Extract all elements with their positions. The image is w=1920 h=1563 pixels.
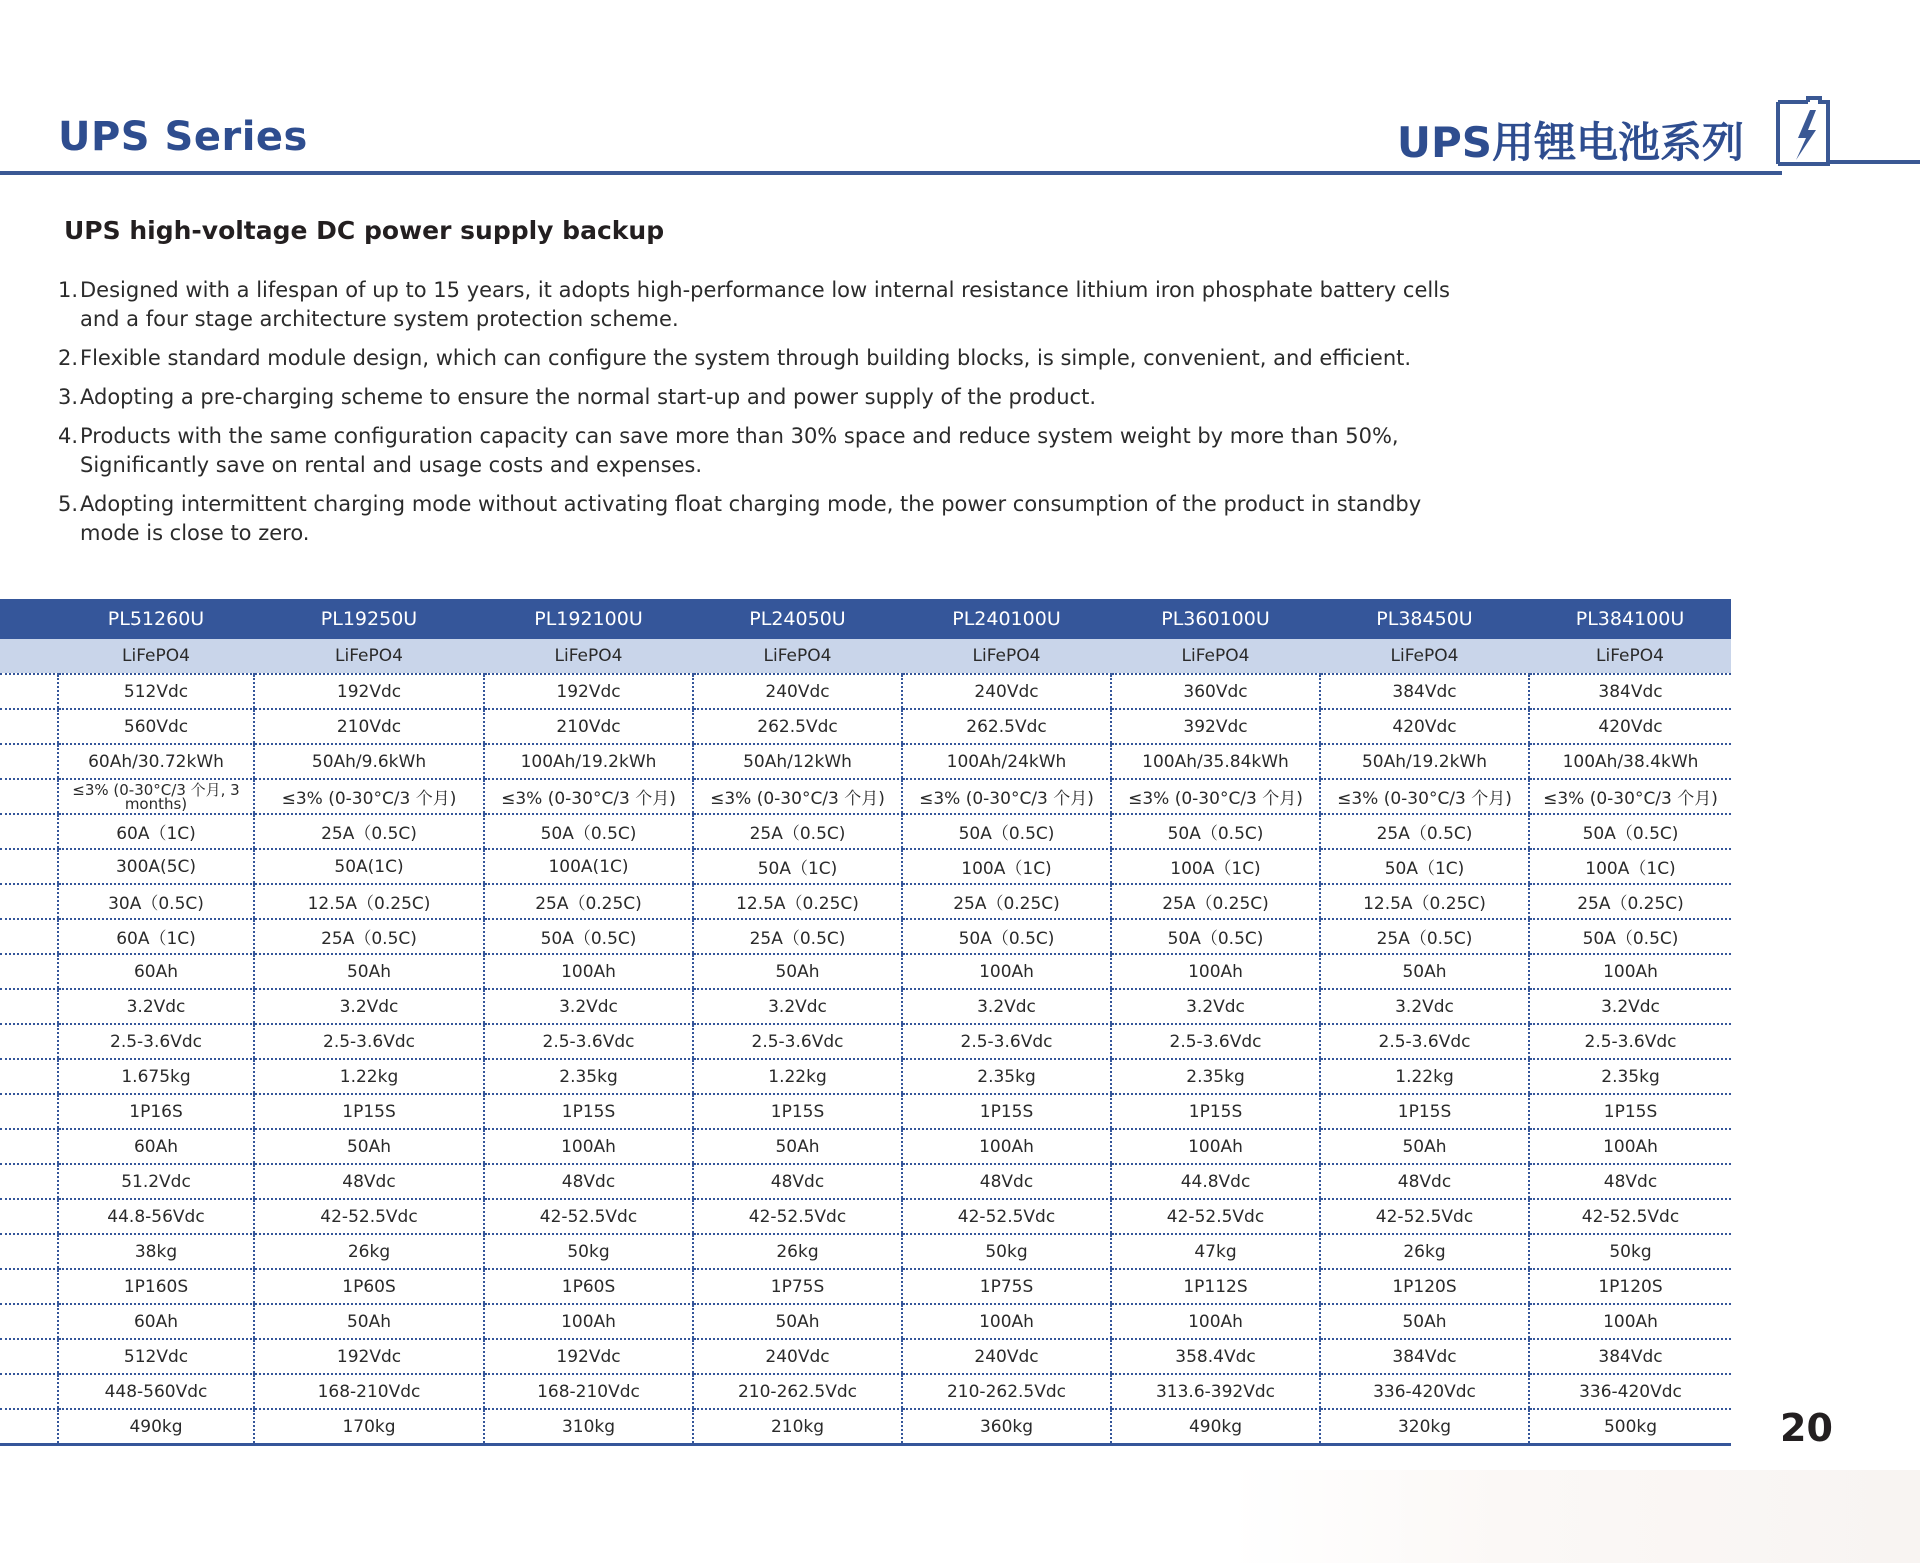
table-cell: 100Ah	[1111, 954, 1320, 989]
table-row	[0, 1234, 1731, 1269]
table-cell: 42-52.5Vdc	[1111, 1199, 1320, 1234]
row-label-cell	[0, 1304, 58, 1339]
page-title-en: UPS Series	[58, 114, 308, 160]
table-cell: 1P15S	[693, 1094, 902, 1129]
table-cell: 3.2Vdc	[58, 989, 254, 1024]
table-cell: 50A（0.5C)	[1111, 919, 1320, 954]
table-cell: 192Vdc	[254, 1339, 484, 1374]
table-cell: 25A（0.25C)	[902, 884, 1111, 919]
table-cell: 50A（0.5C)	[484, 919, 693, 954]
spec-table	[0, 599, 1731, 1446]
table-cell: 42-52.5Vdc	[484, 1199, 693, 1234]
table-cell: ≤3% (0-30°C/3 个月)	[484, 779, 693, 814]
table-cell: ≤3% (0-30°C/3 个月)	[902, 779, 1111, 814]
table-cell: 1P60S	[254, 1269, 484, 1304]
table-cell: 25A（0.5C)	[1320, 814, 1529, 849]
table-cell: 100Ah	[484, 1304, 693, 1339]
feature-item: 5.Adopting intermittent charging mode without activating float charging mode, the power consumption of the product in standby mode is close to zero.	[58, 492, 1422, 545]
table-cell: 50Ah	[1320, 1304, 1529, 1339]
table-cell: 47kg	[1111, 1234, 1320, 1269]
table-cell: LiFePO4	[1529, 639, 1731, 674]
table-cell: 25A（0.5C)	[693, 919, 902, 954]
model-name-cell: PL51260U	[58, 599, 254, 639]
table-cell: 50Ah	[254, 1304, 484, 1339]
table-cell: 1P15S	[484, 1094, 693, 1129]
table-cell: 262.5Vdc	[693, 709, 902, 744]
table-row	[0, 779, 1731, 814]
table-cell: 100Ah	[902, 1304, 1111, 1339]
table-cell: 30A（0.5C)	[58, 884, 254, 919]
row-label-cell	[0, 1164, 58, 1199]
table-cell: 2.5-3.6Vdc	[693, 1024, 902, 1059]
table-cell: 2.5-3.6Vdc	[1529, 1024, 1731, 1059]
model-name-cell: PL192100U	[484, 599, 693, 639]
table-cell: 38kg	[58, 1234, 254, 1269]
table-cell: 262.5Vdc	[902, 709, 1111, 744]
table-cell: 3.2Vdc	[693, 989, 902, 1024]
table-cell: 25A（0.5C)	[693, 814, 902, 849]
row-label-cell	[0, 639, 58, 674]
table-row	[0, 919, 1731, 954]
table-row	[0, 709, 1731, 744]
table-cell: 336-420Vdc	[1529, 1374, 1731, 1409]
row-label-cell	[0, 1234, 58, 1269]
row-label-cell	[0, 1094, 58, 1129]
section-subtitle: UPS high-voltage DC power supply backup	[64, 216, 665, 245]
feature-item: 3.Adopting a pre-charging scheme to ensure the normal start-up and power supply of the product.	[58, 385, 1096, 409]
row-label-cell	[0, 779, 58, 814]
table-cell: 50Ah	[254, 1129, 484, 1164]
table-cell: 100Ah	[902, 954, 1111, 989]
table-cell: 100Ah	[1111, 1304, 1320, 1339]
table-cell: 42-52.5Vdc	[1320, 1199, 1529, 1234]
table-cell: 25A（0.5C)	[1320, 919, 1529, 954]
table-cell: 48Vdc	[1320, 1164, 1529, 1199]
table-cell: 100Ah/24kWh	[902, 744, 1111, 779]
table-cell: 60A（1C)	[58, 814, 254, 849]
table-cell: 100Ah	[1111, 1129, 1320, 1164]
table-cell: 2.5-3.6Vdc	[902, 1024, 1111, 1059]
table-cell: 1P120S	[1529, 1269, 1731, 1304]
table-cell: 100Ah/35.84kWh	[1111, 744, 1320, 779]
table-cell: 192Vdc	[484, 1339, 693, 1374]
table-cell: 50A（0.5C)	[1529, 814, 1731, 849]
battery-bolt-icon	[1770, 94, 1920, 176]
table-cell: 2.5-3.6Vdc	[484, 1024, 693, 1059]
table-cell: 512Vdc	[58, 674, 254, 709]
table-cell: 25A（0.5C)	[254, 919, 484, 954]
table-cell: 1P60S	[484, 1269, 693, 1304]
table-cell: 3.2Vdc	[1111, 989, 1320, 1024]
table-cell: 50A（0.5C)	[902, 919, 1111, 954]
row-label-cell	[0, 954, 58, 989]
model-name-cell: PL384100U	[1529, 599, 1731, 639]
table-cell: 310kg	[484, 1409, 693, 1445]
table-cell: 3.2Vdc	[484, 989, 693, 1024]
table-cell: 42-52.5Vdc	[902, 1199, 1111, 1234]
table-cell: ≤3% (0-30°C/3 个月)	[1111, 779, 1320, 814]
table-row	[0, 1164, 1731, 1199]
table-cell: 12.5A（0.25C)	[1320, 884, 1529, 919]
table-row	[0, 1059, 1731, 1094]
table-cell: 100Ah/38.4kWh	[1529, 744, 1731, 779]
table-cell: LiFePO4	[1320, 639, 1529, 674]
table-cell: 50kg	[1529, 1234, 1731, 1269]
table-cell: 50Ah	[693, 1304, 902, 1339]
table-cell: 26kg	[254, 1234, 484, 1269]
table-row	[0, 1094, 1731, 1129]
table-cell: 210-262.5Vdc	[693, 1374, 902, 1409]
row-label-cell	[0, 1374, 58, 1409]
table-cell: 50A（0.5C)	[1529, 919, 1731, 954]
table-cell: 50Ah/9.6kWh	[254, 744, 484, 779]
table-row	[0, 814, 1731, 849]
table-cell: 490kg	[58, 1409, 254, 1445]
table-cell: 51.2Vdc	[58, 1164, 254, 1199]
table-cell: 360Vdc	[1111, 674, 1320, 709]
table-cell: 1.22kg	[254, 1059, 484, 1094]
table-cell: 100Ah	[902, 1129, 1111, 1164]
table-cell: ≤3% (0-30°C/3 个月)	[1320, 779, 1529, 814]
table-cell: 50Ah	[1320, 1129, 1529, 1164]
table-cell: 336-420Vdc	[1320, 1374, 1529, 1409]
table-cell: 3.2Vdc	[1529, 989, 1731, 1024]
table-cell: 1P15S	[1320, 1094, 1529, 1129]
table-cell: 1P75S	[693, 1269, 902, 1304]
table-cell: LiFePO4	[1111, 639, 1320, 674]
table-row	[0, 1339, 1731, 1374]
model-name-cell: PL38450U	[1320, 599, 1529, 639]
model-name-cell: PL24050U	[693, 599, 902, 639]
table-cell: 490kg	[1111, 1409, 1320, 1445]
table-cell: 168-210Vdc	[484, 1374, 693, 1409]
table-cell: 384Vdc	[1320, 1339, 1529, 1374]
chemistry-row	[0, 639, 1731, 674]
table-cell: 50Ah	[693, 954, 902, 989]
table-cell: 1P160S	[58, 1269, 254, 1304]
table-cell: 100A（1C)	[902, 849, 1111, 884]
table-cell: 60Ah	[58, 954, 254, 989]
table-cell: 100Ah	[484, 1129, 693, 1164]
table-cell: 50A（1C)	[693, 849, 902, 884]
row-label-cell	[0, 989, 58, 1024]
table-cell: 300A(5C)	[58, 849, 254, 884]
table-cell: 48Vdc	[254, 1164, 484, 1199]
table-row	[0, 1304, 1731, 1339]
model-header-row	[0, 599, 1731, 639]
table-cell: LiFePO4	[693, 639, 902, 674]
table-cell: LiFePO4	[902, 639, 1111, 674]
table-cell: 25A（0.5C)	[254, 814, 484, 849]
table-cell: 1.675kg	[58, 1059, 254, 1094]
table-row	[0, 1409, 1731, 1445]
table-cell: 44.8-56Vdc	[58, 1199, 254, 1234]
table-row	[0, 744, 1731, 779]
table-cell: 12.5A（0.25C)	[254, 884, 484, 919]
table-cell: 25A（0.25C)	[1529, 884, 1731, 919]
table-cell: 192Vdc	[254, 674, 484, 709]
table-cell: 60Ah	[58, 1304, 254, 1339]
model-name-cell: PL240100U	[902, 599, 1111, 639]
table-cell: 384Vdc	[1529, 674, 1731, 709]
table-cell: 60Ah	[58, 1129, 254, 1164]
row-label-cell	[0, 1129, 58, 1164]
table-cell: 1P112S	[1111, 1269, 1320, 1304]
row-label-cell	[0, 1409, 58, 1445]
table-cell: 50A（0.5C)	[1111, 814, 1320, 849]
corner-shade	[1230, 1470, 1920, 1563]
table-cell: 100Ah	[1529, 954, 1731, 989]
feature-item: 2.Flexible standard module design, which can configure the system through building blocks, is simple, convenient, and efficient.	[58, 346, 1412, 370]
table-cell: 50A（0.5C)	[484, 814, 693, 849]
row-label-cell	[0, 884, 58, 919]
table-cell: 1P15S	[254, 1094, 484, 1129]
row-label-cell	[0, 1339, 58, 1374]
row-label-cell	[0, 919, 58, 954]
table-cell: 210kg	[693, 1409, 902, 1445]
row-label-cell	[0, 1269, 58, 1304]
table-cell: 1.22kg	[693, 1059, 902, 1094]
table-cell: 100A（1C)	[1111, 849, 1320, 884]
table-cell: 12.5A（0.25C)	[693, 884, 902, 919]
model-name-cell: PL360100U	[1111, 599, 1320, 639]
table-cell: 2.5-3.6Vdc	[1111, 1024, 1320, 1059]
table-cell: 360kg	[902, 1409, 1111, 1445]
table-cell: 1P75S	[902, 1269, 1111, 1304]
table-cell: 384Vdc	[1529, 1339, 1731, 1374]
table-cell: 168-210Vdc	[254, 1374, 484, 1409]
table-cell: 3.2Vdc	[902, 989, 1111, 1024]
table-cell: 3.2Vdc	[254, 989, 484, 1024]
table-cell: 1.22kg	[1320, 1059, 1529, 1094]
table-cell: 100Ah/19.2kWh	[484, 744, 693, 779]
row-label-cell	[0, 709, 58, 744]
table-cell: 420Vdc	[1320, 709, 1529, 744]
table-cell: 210-262.5Vdc	[902, 1374, 1111, 1409]
table-cell: 2.5-3.6Vdc	[1320, 1024, 1529, 1059]
table-cell: 50A(1C)	[254, 849, 484, 884]
table-cell: 50Ah/12kWh	[693, 744, 902, 779]
table-cell: 210Vdc	[254, 709, 484, 744]
table-cell: ≤3% (0-30°C/3 个月, 3 months)	[58, 779, 254, 814]
table-cell: 50A（0.5C)	[902, 814, 1111, 849]
table-cell: 100A(1C)	[484, 849, 693, 884]
table-cell: 60Ah/30.72kWh	[58, 744, 254, 779]
table-cell: 448-560Vdc	[58, 1374, 254, 1409]
table-cell: 26kg	[1320, 1234, 1529, 1269]
table-cell: 210Vdc	[484, 709, 693, 744]
page-title-cn: UPS用锂电池系列	[1396, 118, 1744, 167]
table-cell: 2.35kg	[902, 1059, 1111, 1094]
row-label-cell	[0, 1024, 58, 1059]
table-row	[0, 989, 1731, 1024]
table-cell: 560Vdc	[58, 709, 254, 744]
table-cell: 240Vdc	[902, 1339, 1111, 1374]
table-cell: 100Ah	[1529, 1129, 1731, 1164]
feature-item: 4.Products with the same configuration capacity can save more than 30% space and reduce system weight by more than 50%, Significantly save on rental and usage costs and expenses.	[58, 424, 1399, 477]
table-cell: 42-52.5Vdc	[254, 1199, 484, 1234]
table-row	[0, 674, 1731, 709]
table-cell: 25A（0.25C)	[1111, 884, 1320, 919]
table-cell: 320kg	[1320, 1409, 1529, 1445]
table-cell: 50Ah	[254, 954, 484, 989]
table-cell: LiFePO4	[484, 639, 693, 674]
table-cell: 392Vdc	[1111, 709, 1320, 744]
table-cell: ≤3% (0-30°C/3 个月)	[254, 779, 484, 814]
table-cell: LiFePO4	[58, 639, 254, 674]
row-label-cell	[0, 1059, 58, 1094]
header-rule	[0, 171, 1782, 175]
table-cell: 50A（1C)	[1320, 849, 1529, 884]
table-cell: 50kg	[902, 1234, 1111, 1269]
table-cell: 48Vdc	[1529, 1164, 1731, 1199]
table-row	[0, 954, 1731, 989]
table-cell: ≤3% (0-30°C/3 个月)	[1529, 779, 1731, 814]
table-cell: 100Ah	[1529, 1304, 1731, 1339]
table-cell: 170kg	[254, 1409, 484, 1445]
table-cell: 2.5-3.6Vdc	[254, 1024, 484, 1059]
row-label-cell	[0, 744, 58, 779]
table-cell: LiFePO4	[254, 639, 484, 674]
model-name-cell: PL19250U	[254, 599, 484, 639]
row-label-cell	[0, 849, 58, 884]
table-row	[0, 884, 1731, 919]
table-cell: 100A（1C)	[1529, 849, 1731, 884]
row-label-cell	[0, 674, 58, 709]
table-cell: 1P15S	[902, 1094, 1111, 1129]
table-cell: 192Vdc	[484, 674, 693, 709]
table-cell: 44.8Vdc	[1111, 1164, 1320, 1199]
table-cell: 1P15S	[1111, 1094, 1320, 1129]
table-cell: 1P16S	[58, 1094, 254, 1129]
row-label-cell	[0, 814, 58, 849]
table-cell: 2.5-3.6Vdc	[58, 1024, 254, 1059]
table-row	[0, 1269, 1731, 1304]
table-cell: 420Vdc	[1529, 709, 1731, 744]
table-cell: 48Vdc	[693, 1164, 902, 1199]
page-number: 20	[1780, 1406, 1833, 1450]
table-cell: 1P120S	[1320, 1269, 1529, 1304]
table-cell: 60A（1C)	[58, 919, 254, 954]
table-cell: 48Vdc	[484, 1164, 693, 1199]
table-cell: 240Vdc	[693, 1339, 902, 1374]
table-cell: 384Vdc	[1320, 674, 1529, 709]
table-cell: 240Vdc	[902, 674, 1111, 709]
table-cell: 50Ah	[1320, 954, 1529, 989]
table-cell: 100Ah	[484, 954, 693, 989]
table-cell: 358.4Vdc	[1111, 1339, 1320, 1374]
table-row	[0, 1129, 1731, 1164]
table-cell: 50Ah/19.2kWh	[1320, 744, 1529, 779]
table-cell: 48Vdc	[902, 1164, 1111, 1199]
table-row	[0, 1199, 1731, 1234]
table-cell: 2.35kg	[1529, 1059, 1731, 1094]
row-label-cell	[0, 1199, 58, 1234]
feature-item: 1.Designed with a lifespan of up to 15 years, it adopts high-performance low internal resistance lithium iron phosphate battery cells and a four stage architecture system protection scheme.	[58, 278, 1450, 331]
table-cell: 313.6-392Vdc	[1111, 1374, 1320, 1409]
table-cell: 50Ah	[693, 1129, 902, 1164]
table-cell: 1P15S	[1529, 1094, 1731, 1129]
table-cell: 25A（0.25C)	[484, 884, 693, 919]
table-cell: 26kg	[693, 1234, 902, 1269]
table-cell: 500kg	[1529, 1409, 1731, 1445]
table-cell: ≤3% (0-30°C/3 个月)	[693, 779, 902, 814]
table-cell: 42-52.5Vdc	[693, 1199, 902, 1234]
table-cell: 3.2Vdc	[1320, 989, 1529, 1024]
table-cell: 50kg	[484, 1234, 693, 1269]
feature-list	[58, 276, 1478, 558]
table-cell: 2.35kg	[1111, 1059, 1320, 1094]
table-cell: 512Vdc	[58, 1339, 254, 1374]
row-label-cell	[0, 599, 58, 639]
table-cell: 2.35kg	[484, 1059, 693, 1094]
table-row	[0, 1024, 1731, 1059]
table-cell: 42-52.5Vdc	[1529, 1199, 1731, 1234]
table-row	[0, 1374, 1731, 1409]
table-row	[0, 849, 1731, 884]
table-cell: 240Vdc	[693, 674, 902, 709]
